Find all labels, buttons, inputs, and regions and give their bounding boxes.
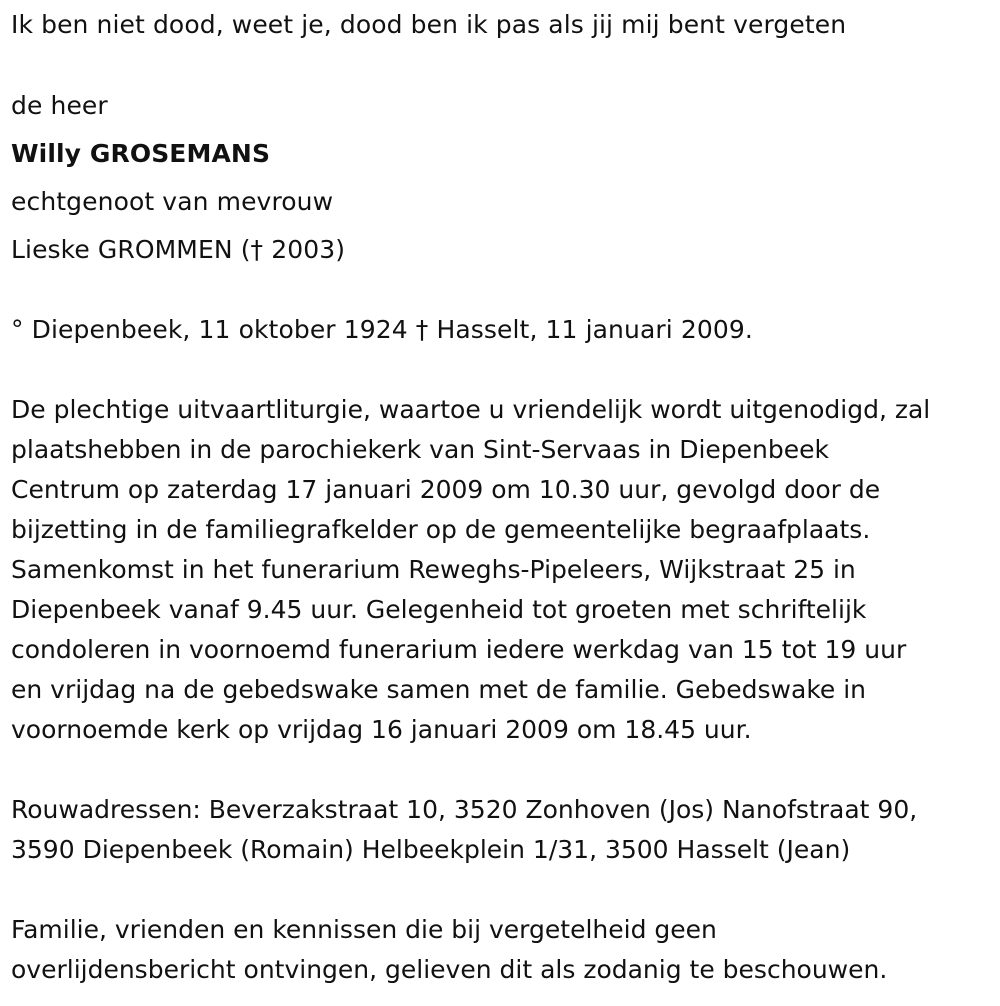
address-line: 3590 Diepenbeek (Romain) Helbeekplein 1/31, 3500 Hasselt (Jean) bbox=[11, 835, 851, 864]
paragraph-line: Samenkomst in het funerarium Reweghs-Pipeleers, Wijkstraat 25 in bbox=[11, 555, 856, 584]
deceased-name: Willy GROSEMANS bbox=[11, 139, 271, 168]
paragraph-line: plaatshebben in de parochiekerk van Sint-Servaas in Diepenbeek bbox=[11, 435, 829, 464]
closing-line: overlijdensbericht ontvingen, gelieven dit als zodanig te beschouwen. bbox=[11, 955, 888, 984]
address-line: Rouwadressen: Beverzakstraat 10, 3520 Zonhoven (Jos) Nanofstraat 90, bbox=[11, 795, 918, 824]
closing-note bbox=[11, 910, 887, 990]
mourning-addresses bbox=[11, 790, 917, 870]
spouse-name: Lieske GROMMEN († 2003) bbox=[11, 235, 346, 264]
motto: Ik ben niet dood, weet je, dood ben ik pas als jij mij bent vergeten bbox=[11, 10, 847, 39]
paragraph-line: en vrijdag na de gebedswake samen met de familie. Gebedswake in bbox=[11, 675, 867, 704]
title-prefix: de heer bbox=[11, 91, 108, 120]
paragraph-line: Diepenbeek vanaf 9.45 uur. Gelegenheid tot groeten met schriftelijk bbox=[11, 595, 867, 624]
paragraph-line: De plechtige uitvaartliturgie, waartoe u vriendelijk wordt uitgenodigd, zal bbox=[11, 395, 931, 424]
paragraph-line: Centrum op zaterdag 17 januari 2009 om 10.30 uur, gevolgd door de bbox=[11, 475, 881, 504]
closing-line: Familie, vrienden en kennissen die bij vergetelheid geen bbox=[11, 915, 717, 944]
birth-death-dates: ° Diepenbeek, 11 oktober 1924 † Hasselt, 11 januari 2009. bbox=[11, 315, 753, 344]
paragraph-line: bijzetting in de familiegrafkelder op de gemeentelijke begraafplaats. bbox=[11, 515, 871, 544]
spouse-relation: echtgenoot van mevrouw bbox=[11, 187, 334, 216]
funeral-paragraph bbox=[11, 390, 930, 750]
paragraph-line: voornoemde kerk op vrijdag 16 januari 2009 om 18.45 uur. bbox=[11, 715, 752, 744]
paragraph-line: condoleren in voornoemd funerarium iedere werkdag van 15 tot 19 uur bbox=[11, 635, 907, 664]
